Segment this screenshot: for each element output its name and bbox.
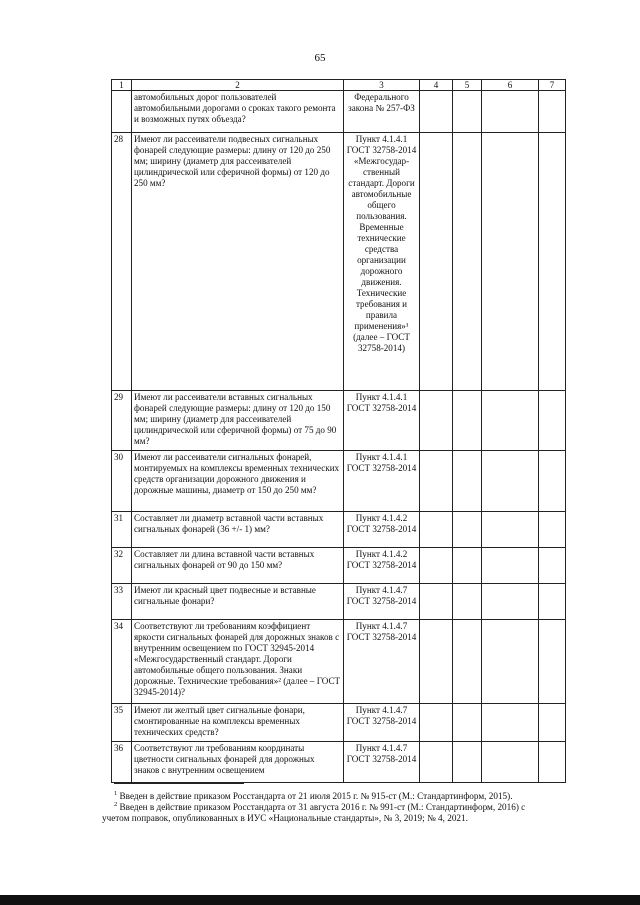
footnote-mark: 2	[114, 801, 118, 808]
empty-cell	[420, 584, 453, 620]
reference-cell: Пункт 4.1.4.7 ГОСТ 32758-2014	[344, 620, 420, 704]
table-row	[112, 512, 566, 548]
empty-cell	[453, 91, 482, 133]
empty-cell	[453, 742, 482, 783]
footnote-text: Введен в действие приказом Росстандарта от 21 июля 2015 г. № 915-ст (М.: Стандартинформ, 2015).	[119, 791, 513, 802]
empty-cell	[453, 548, 482, 584]
empty-cell	[453, 584, 482, 620]
row-number: 33	[112, 584, 132, 620]
row-number: 32	[112, 548, 132, 584]
column-header: 2	[132, 80, 344, 91]
row-number: 31	[112, 512, 132, 548]
empty-cell	[482, 584, 539, 620]
empty-cell	[453, 133, 482, 391]
row-number: 28	[112, 133, 132, 391]
reference-cell: Пункт 4.1.4.7 ГОСТ 32758-2014	[344, 584, 420, 620]
empty-cell	[482, 451, 539, 512]
empty-cell	[482, 91, 539, 133]
empty-cell	[420, 512, 453, 548]
empty-cell	[539, 512, 566, 548]
question-cell: Имеют ли красный цвет подвесные и вставные сигнальные фонари?	[132, 584, 344, 620]
row-number: 34	[112, 620, 132, 704]
table-row	[112, 548, 566, 584]
reference-cell: Пункт 4.1.4.7 ГОСТ 32758-2014	[344, 742, 420, 783]
table-row	[112, 620, 566, 704]
empty-cell	[420, 548, 453, 584]
question-cell: Имеют ли желтый цвет сигнальные фонари, смонтированные на комплексы временных технических средств?	[132, 704, 344, 742]
table-row	[112, 133, 566, 391]
table-row	[112, 704, 566, 742]
table-row	[112, 742, 566, 783]
question-cell: Имеют ли рассеиватели вставных сигнальных фонарей следующие размеры: длину от 120 до 150 мм; ширину (диаметр для рассеивателей цилиндрической или сферичной формы) от 75 до 90 мм?	[132, 391, 344, 451]
question-cell: Имеют ли рассеиватели сигнальных фонарей, монтируемых на комплексы временных технических средств организации дорожного движения и дорожные машины, диаметр от 150 до 250 мм?	[132, 451, 344, 512]
table-header-row	[112, 80, 566, 91]
table-row	[112, 391, 566, 451]
question-cell: автомобильных дорог пользователей автомобильными дорогами о сроках такого ремонта и возможных путях объезда?	[132, 91, 344, 133]
checklist-table	[111, 79, 566, 783]
reference-cell: Пункт 4.1.4.1 ГОСТ 32758-2014	[344, 391, 420, 451]
reference-cell: Пункт 4.1.4.7 ГОСТ 32758-2014	[344, 704, 420, 742]
table-row	[112, 91, 566, 133]
scan-edge-bar	[0, 895, 640, 905]
empty-cell	[482, 548, 539, 584]
empty-cell	[539, 451, 566, 512]
footnote-divider	[114, 783, 244, 784]
empty-cell	[539, 620, 566, 704]
column-header: 7	[539, 80, 566, 91]
empty-cell	[482, 391, 539, 451]
question-cell: Имеют ли рассеиватели подвесных сигнальных фонарей следующие размеры: длину от 120 до 250 мм; ширину (диаметр для рассеивателей цилиндрической или сферичной формы) от 120 до 250 мм?	[132, 133, 344, 391]
empty-cell	[420, 704, 453, 742]
empty-cell	[420, 133, 453, 391]
row-number: 30	[112, 451, 132, 512]
footnote-mark: 1	[114, 790, 118, 797]
empty-cell	[420, 620, 453, 704]
row-number: 29	[112, 391, 132, 451]
empty-cell	[482, 742, 539, 783]
table-row	[112, 584, 566, 620]
empty-cell	[420, 451, 453, 512]
column-header: 1	[112, 80, 132, 91]
empty-cell	[539, 704, 566, 742]
question-cell: Соответствуют ли требованиям коэффициент яркости сигнальных фонарей для дорожных знаков с внутренним освещением по ГОСТ 32945-2014 «Межгосударственный стандарт. Дороги автомобильные общего пользования. Знаки дорожные. Технические требования»² (далее – ГОСТ 32945-2014)?	[132, 620, 344, 704]
empty-cell	[539, 391, 566, 451]
empty-cell	[482, 704, 539, 742]
reference-cell: Федерального закона № 257-ФЗ	[344, 91, 420, 133]
empty-cell	[420, 742, 453, 783]
empty-cell	[539, 91, 566, 133]
empty-cell	[539, 742, 566, 783]
row-number	[112, 91, 132, 133]
column-header: 6	[482, 80, 539, 91]
empty-cell	[539, 584, 566, 620]
empty-cell	[482, 133, 539, 391]
reference-cell: Пункт 4.1.4.1 ГОСТ 32758-2014 «Межгосудар-ственный стандарт. Дороги автомобильные общего пользования. Временные технические средства организации дорожного движения. Технические требования и правила применения»¹ (далее – ГОСТ 32758-2014)	[344, 133, 420, 391]
question-cell: Соответствуют ли требованиям координаты цветности сигнальных фонарей для дорожных знаков с внутренним освещением	[132, 742, 344, 783]
reference-cell: Пункт 4.1.4.2 ГОСТ 32758-2014	[344, 512, 420, 548]
reference-cell: Пункт 4.1.4.1 ГОСТ 32758-2014	[344, 451, 420, 512]
empty-cell	[453, 620, 482, 704]
empty-cell	[420, 391, 453, 451]
empty-cell	[453, 391, 482, 451]
empty-cell	[482, 512, 539, 548]
footnote-2	[102, 799, 542, 824]
column-header: 4	[420, 80, 453, 91]
empty-cell	[453, 512, 482, 548]
table-row	[112, 451, 566, 512]
column-header: 5	[453, 80, 482, 91]
empty-cell	[482, 620, 539, 704]
footnote-text: Введен в действие приказом Росстандарта от 31 августа 2016 г. № 991-ст (М.: Стандартинформ, 2016) с учетом поправок, опубликованных в ИУС «Национальные стандарты», № 3, 2019; № 4, 2021.	[102, 802, 526, 824]
page-number: 65	[314, 52, 326, 64]
row-number: 36	[112, 742, 132, 783]
reference-cell: Пункт 4.1.4.2 ГОСТ 32758-2014	[344, 548, 420, 584]
empty-cell	[453, 451, 482, 512]
empty-cell	[453, 704, 482, 742]
empty-cell	[539, 133, 566, 391]
empty-cell	[420, 91, 453, 133]
column-header: 3	[344, 80, 420, 91]
question-cell: Составляет ли диаметр вставной части вставных сигнальных фонарей (36 +/- 1) мм?	[132, 512, 344, 548]
row-number: 35	[112, 704, 132, 742]
question-cell: Составляет ли длина вставной части вставных сигнальных фонарей от 90 до 150 мм?	[132, 548, 344, 584]
empty-cell	[539, 548, 566, 584]
